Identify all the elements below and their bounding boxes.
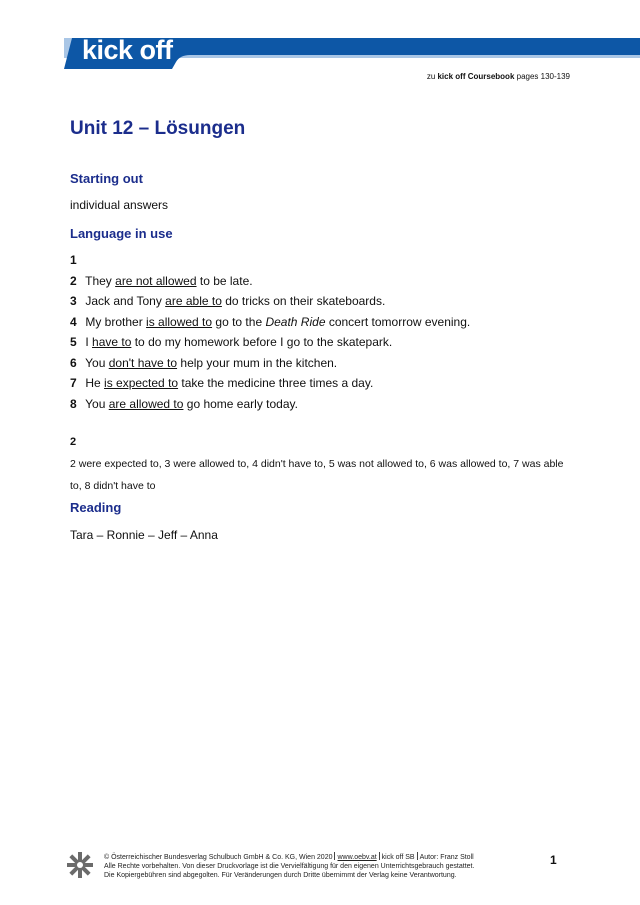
item-number: 6 (70, 356, 77, 370)
kick-off-logo: kick off (82, 35, 173, 65)
item-title: Death Ride (265, 315, 326, 329)
item-answer: don't have to (108, 356, 178, 370)
starting-out-text: individual answers (70, 198, 169, 212)
footer-copyright (104, 852, 524, 880)
item-text: You (85, 397, 109, 411)
answer-item (70, 376, 373, 390)
reading-answers: Tara – Ronnie – Jeff – Anna (70, 528, 218, 542)
footer-author: Autor: Franz Stoll (419, 854, 474, 861)
item-number: 3 (70, 294, 77, 308)
item-answer: have to (92, 335, 132, 349)
item-number: 2 (70, 274, 77, 288)
item-answer: are allowed to (108, 397, 184, 411)
item-answer: is expected to (104, 376, 179, 390)
page-title: Unit 12 – Lösungen (70, 118, 246, 139)
item-text: They (85, 274, 116, 288)
answer-item (70, 315, 470, 329)
item-text: to do my homework before I go to the skatepark. (131, 335, 393, 349)
exercise-1-number: 1 (70, 253, 77, 267)
page-number: 1 (550, 853, 557, 867)
item-text: go home early today. (183, 397, 298, 411)
footer-publisher: © Österreichischer Bundesverlag Schulbuch GmbH & Co. KG, Wien 2020 (104, 854, 333, 861)
footer-website-link[interactable]: www.oebv.at (337, 854, 377, 861)
oebv-logo-icon (66, 851, 94, 879)
item-text: My brother (85, 315, 147, 329)
reference-pages: pages 130-139 (514, 72, 570, 81)
item-text: go to the (212, 315, 266, 329)
coursebook-reference (427, 72, 570, 81)
reference-prefix: zu (426, 72, 438, 81)
item-number: 7 (70, 376, 77, 390)
item-text: He (85, 376, 105, 390)
header-banner (0, 0, 640, 72)
section-heading-reading: Reading (70, 500, 122, 515)
footer-line-1 (104, 852, 524, 862)
item-text: You (85, 356, 109, 370)
footer-line-2: Alle Rechte vorbehalten. Von dieser Druckvorlage ist die Vervielfältigung für den eigenen Unterrichtsgebrauch gestattet. (104, 863, 475, 870)
item-text: to be late. (196, 274, 253, 288)
item-text: Jack and Tony (85, 294, 166, 308)
item-text: take the medicine three times a day. (178, 376, 374, 390)
section-heading-language-in-use: Language in use (70, 226, 173, 241)
exercise-2-number: 2 (70, 436, 77, 448)
item-answer: are able to (165, 294, 222, 308)
footer-book: kick off SB (381, 854, 415, 861)
item-text: I (85, 335, 93, 349)
item-text: do tricks on their skateboards. (221, 294, 386, 308)
item-number: 4 (70, 315, 77, 329)
exercise-2-answers: 2 were expected to, 3 were allowed to, 4 didn't have to, 5 was not allowed to, 6 was allowed to, 7 was able to, 8 didn't have to (70, 458, 564, 492)
answer-item (70, 294, 385, 308)
footer-line-3: Die Kopiergebühren sind abgegolten. Für Veränderungen durch Dritte übernimmt der Verlag keine Verantwortung. (104, 872, 457, 879)
item-number: 8 (70, 397, 77, 411)
item-answer: are not allowed (115, 274, 197, 288)
reference-coursebook: kick off Coursebook (437, 72, 515, 81)
item-text: help your mum in the kitchen. (177, 356, 338, 370)
answer-item (70, 335, 392, 349)
section-heading-starting-out: Starting out (70, 171, 143, 186)
answer-item (70, 356, 337, 370)
item-answer: is allowed to (146, 315, 213, 329)
answer-item (70, 274, 253, 288)
item-text: concert tomorrow evening. (325, 315, 471, 329)
item-number: 5 (70, 335, 77, 349)
answer-item (70, 397, 298, 411)
